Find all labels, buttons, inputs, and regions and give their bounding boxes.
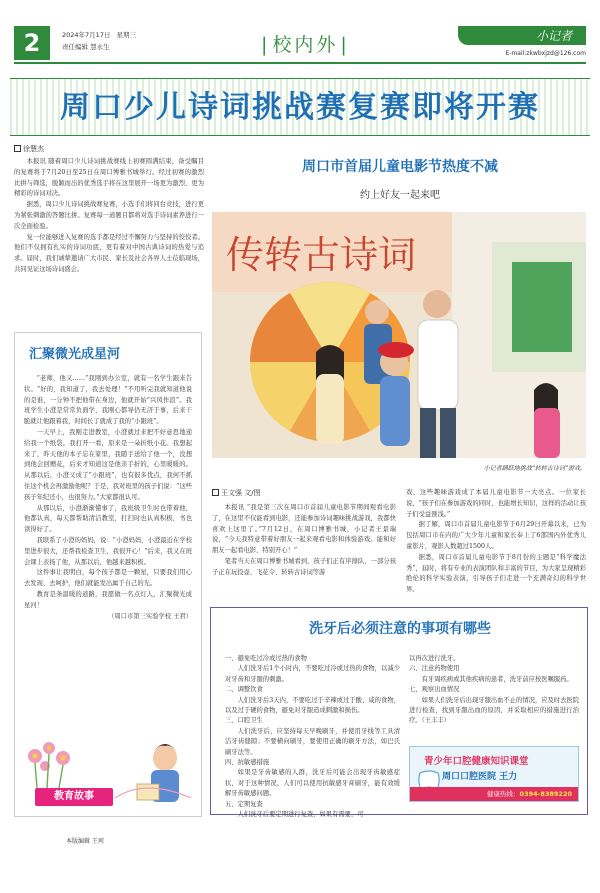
cinema-text-col2 [406,488,586,596]
editor-credit: 责任编辑 慧永生 [62,43,110,51]
story-box [14,332,202,817]
story-paragraph: “老师，他又……”我刚到办公室，就有一名学生跟来告状。“好的，我知道了，我去处理！”不用听完我就知道他说的是谁，一分钟不把他带在身边，他就开始“兴风作浪”。我班学生小澄是常常负面学，我刚心都导仍无济于事，后来干脆就让他跟着我，时间长了就成了我的“小跟班”。 [24,375,192,426]
cinema-byline: 王文强 文/图 [212,488,261,498]
issue-date: 2024年7月17日 [62,31,111,39]
cinema-paragraph: 戏，这些趣味游戏成了本届儿童电影节一大亮点。一位家长说，“孩子们在参加游戏的同时，也能增长知识，这样的活动让孩子们受益匪浅。” [406,489,586,518]
teeth-subheading: 一、避免吃过冷或过热的食物 [225,655,307,662]
poetry-paragraph: 本报讯 随着周口少儿诗词挑战赛线上初赛圆满结束，备受瞩目的复赛将于7月20日至25日在周口博雅书城举行。经过初赛的激烈比拼与筛选，脱颖而出的优秀选手将在这里展开一场更为激烈、更为精彩的诗词对决。 [14,158,204,198]
teeth-subheading: 七、观察出血情况 [409,686,460,694]
teeth-paragraph: 有牙周疾病或其他疾病的患者，洗牙前应按医嘱服药。 [421,675,573,683]
story-signoff: （周口市第三实验学校 王君） [108,612,192,620]
masthead-meta [62,29,142,53]
teeth-text-col1 [225,654,400,821]
dental-ad [409,746,579,802]
teeth-paragraph: 人们洗牙后要定期进行复查，如果有需要，可 [237,811,364,819]
teeth-subheading: 五、定期复查 [225,800,263,808]
teeth-care-title: 洗牙后必须注意的事项有哪些 [309,621,491,637]
headline-banner [10,78,590,136]
teeth-subheading: 六、注意药物使用 [409,665,460,673]
story-paragraph: 我联系了小澄的妈妈，说：“小澄妈妈，小澄最近在学校里进步很大，还帮我检查卫生，我很开心！”后来，我又在班会课上表扬了他，从那以后，他越来越积极。 [24,536,192,566]
teeth-subheading: 三、口腔卫生 [225,717,263,725]
teeth-paragraph: 人们洗牙后，应坚持每天早晚刷牙，并使用牙线等工具清洁牙齿缝隙；不要横向刷牙，要使用正确的刷牙方法，如巴氏刷牙法等。 [225,727,400,756]
teeth-subheading: 四、抗敏感措施 [225,759,270,767]
brand-logo [458,26,586,45]
ad-hotline-number: 0394-8389220 [519,790,572,798]
contact-email: E-mail:zkwbxjzd@126.com [505,50,586,57]
story-paragraph: 这件事让我明白，每个孩子都是一颗星，只要我们用心去发现、去呵护，他们就能发出属于自己的光。 [24,569,192,588]
ad-title: 青少年口腔健康知识课堂 [424,756,529,767]
page-number: 2 [14,26,50,60]
story-paragraph: 教育是条温暖的道路，我愿做一名点灯人，汇聚微光成星河！ [24,590,192,609]
story-title: 汇聚微光成星河 [29,347,121,362]
story-paragraph: 从那以后，小澄渐渐懂事了，我班级卫生时也带着他，他都认真，每天都帮助清洁教室，打扫时也认真积极，书也读得好了。 [24,504,192,534]
masthead [14,26,586,66]
cinema-paragraph: 据悉，周口市首届儿童电影节于8月份的主题是“科学魔法秀”，届时，将有专业的表演团队和丰富的节目，为大家呈现精彩绝伦的科学实验表演，引导孩子们走进一个充满奇幻的科学世界。 [406,553,586,594]
poetry-article [14,144,204,276]
cinema-paragraph: 据了解，周口市首届儿童电影节于6月29日开幕以来，已为包括周口市在内的广大少年儿童和家长奉上了6部国内外优秀儿童影片，观影人数超过1500人。 [406,521,586,550]
teeth-paragraph: 如果是牙齿敏感的人群，洗牙后可能会出现牙齿敏感症状，对于这种情况，人们可以使用抗敏感牙膏刷牙，能有效缓解牙齿敏感问题。 [225,769,400,798]
teeth-care-box [210,607,588,819]
story-paragraph: 一天早上，我刚走进教室，小澄就过来把不好意思地递给我一个纸袋。我打开一看，原来是一朵折纸小花。我想起来了，昨天他的本子忘在家里，我随手送给了他一个，没想到他会回赠花，后来才知道这是他亲手折的，心里暖暖的。从那以后，小澄又成了“小跟班”，也有很多优点，我何不抓住这个机会再激励他呢？于是，我对班里的孩子们说：“这些孩子年纪还小，也很努力。”大家都很认可。 [24,428,192,501]
teeth-paragraph: 人们洗牙后3天内，不要吃过于辛辣或过于酸、咸的食物，以及过于硬的食物，避免对牙龈造成刺激和损伤。 [225,696,400,715]
photo-banner-text: 传转古诗词 [226,233,417,277]
cinema-title: 周口市首届儿童电影节热度不减 [302,159,498,175]
poetry-paragraph: 据悉，周口少儿诗词挑战赛复赛，小选手们将同台竞技，进行更为紧张刺激的答题比拼。复赛每一道题目都将对选手诗词素养进行一次全面检验。 [14,201,204,230]
cinema-text-col1 [212,503,396,579]
cinema-subtitle: 约上好友一起来吧 [360,190,440,201]
ad-hotline: 健康热线：0394-8389220 [410,787,579,801]
cinema-paragraph: 笔者当天在周口博雅书城看到，孩子们正有序排队，一部分孩子正在玩投壶、飞花令、转转古诗词等游 [212,557,396,576]
photo-caption: 小记者踊跃地挑战“转转古诗词”游戏。 [483,465,586,472]
teeth-subheading: 二、调整饮食 [225,686,263,694]
masthead-rule [14,62,586,64]
poetry-byline: 徐慧杰 [14,144,204,154]
headline-title: 周口少儿诗词挑战赛复赛即将开赛 [60,90,540,125]
ad-hotline-label: 健康热线 [487,790,514,798]
story-illustration [15,728,201,816]
cinema-paragraph: 本报讯 “我是第三次在周口市首届儿童电影节期间观看电影了，在这里不仅能看到电影，还能参加诗词趣味挑战游戏，我都快喜欢上这里了。”7月12日，在周口博雅书城，小记者王景瑞说，“今天我特意带着好朋友一起来观看电影和体验游戏。能和好朋友一起看电影，特别开心！” [212,504,396,555]
news-photo [212,212,586,458]
teeth-paragraph: 人们洗牙后1个小时内，不要吃过冷或过热的食物，以减少对牙齿和牙龈的刺激。 [225,665,400,683]
page-footer-credit: 本版编辑 王珂 [66,838,104,845]
education-story-tag: 教育故事 [35,788,113,806]
teeth-text-col2 [409,654,579,727]
issue-weekday: 星期三 [116,31,136,39]
brand-name: 小记者 [535,29,572,43]
section-name: | 校内外 | [259,30,352,57]
festival-photo [212,212,586,458]
ad-organization: 周口口腔医院 王力 [442,772,518,782]
poetry-paragraph: 复一位能够进入复赛的选手都是经过不懈努力与坚持的佼佼者。他们不仅拥有扎实的诗词功底，更有着对中国古典诗词的热爱与追求。届时，我们诚挚邀请广大市民、家长及社会各界人士莅临现场，共同见证这场诗词盛会。 [14,233,204,273]
teeth-subheading: 以再次进行洗牙。 [409,655,460,662]
teeth-paragraph: 如果人们洗牙后出现牙龈出血不止的情况，应及时去医院进行检查，找到牙龈出血的原因，并采取相应的措施进行治疗。（王丰丰） [409,696,580,725]
